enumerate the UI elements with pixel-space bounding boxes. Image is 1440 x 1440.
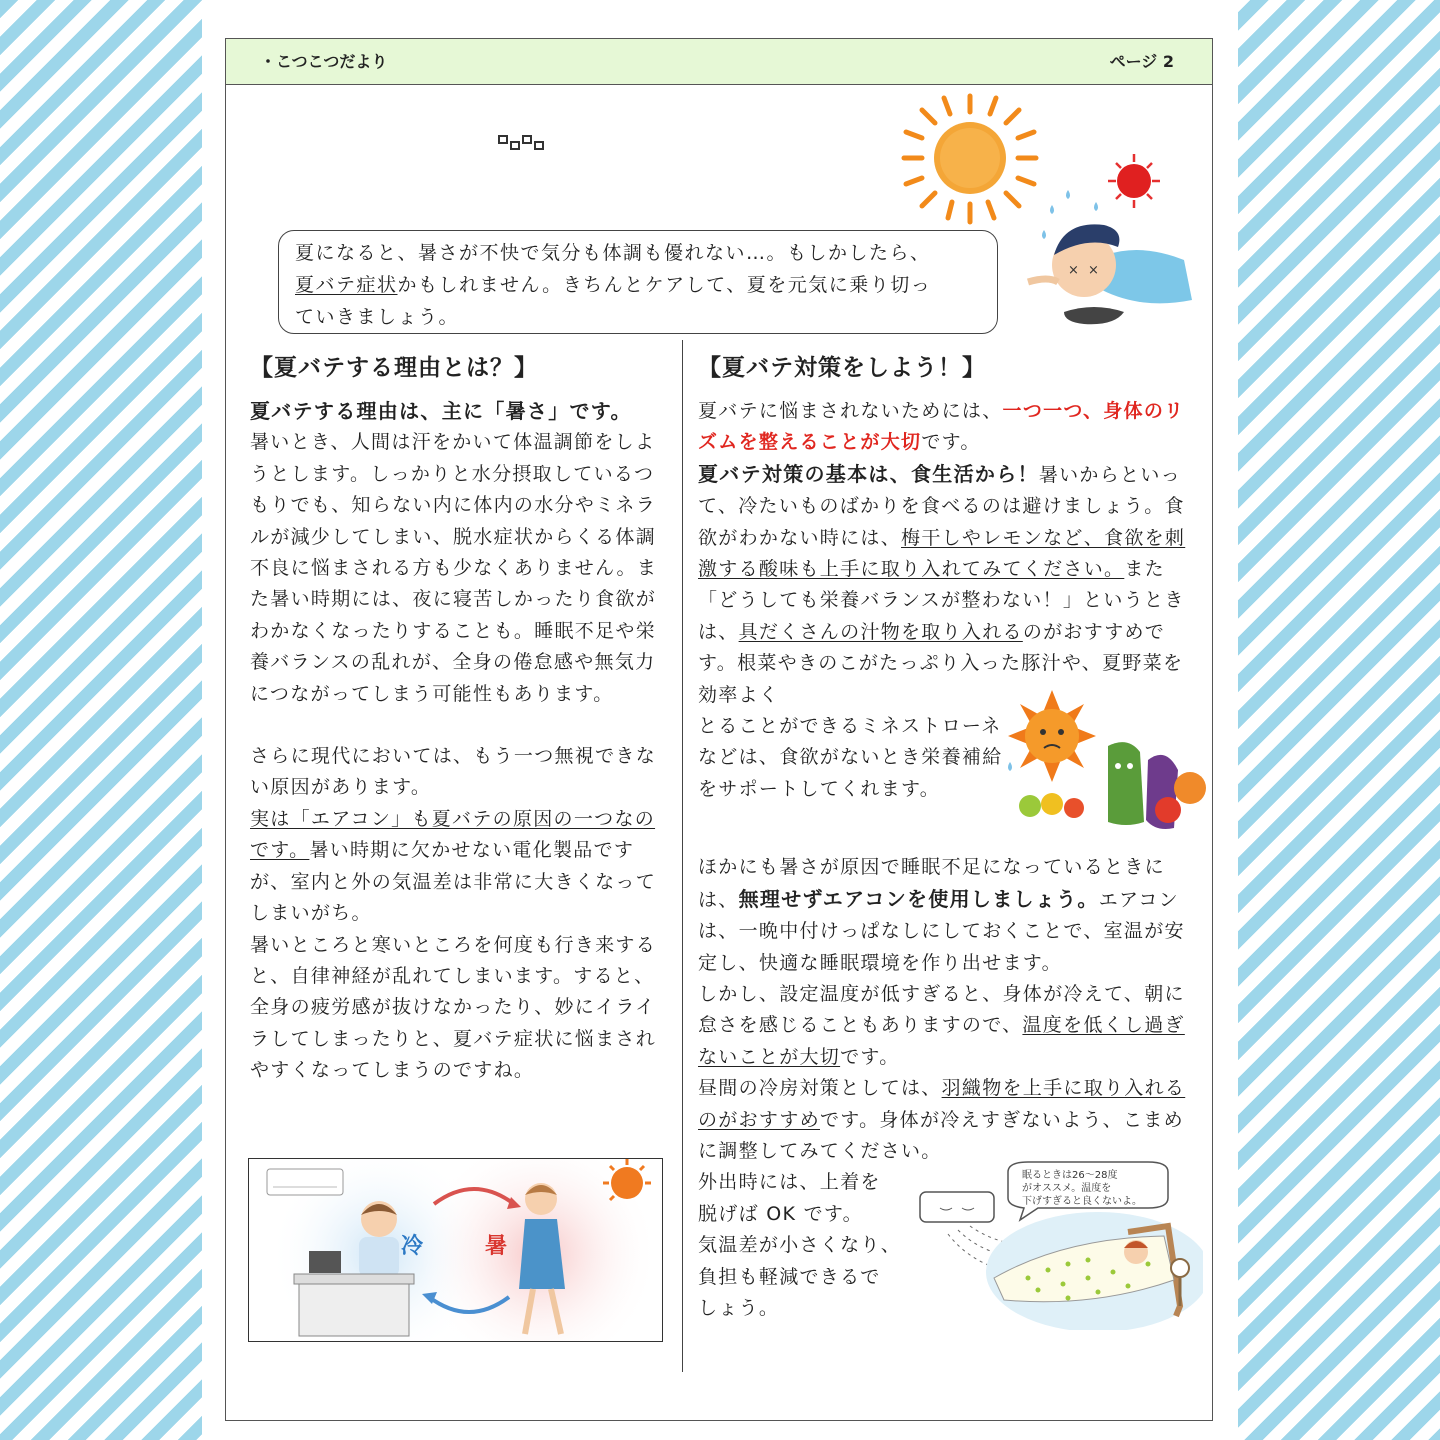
sleep-bubble-line-3: 下げすぎると良くないよ。 xyxy=(1022,1196,1142,1207)
page-number: ページ 2 xyxy=(1109,52,1174,71)
intro-line-2: かもしれません。きちんとケアして、夏を元気に乗り切っ xyxy=(397,274,932,296)
right-p2-text: 暑いからといって、冷たいものばかりを食べるのは避けましょう。食欲がわかない時には、 xyxy=(698,463,1185,549)
hot-label: 暑 xyxy=(485,1234,508,1259)
left-heading: 【夏バテする理由とは？】 xyxy=(250,355,538,381)
left-paragraph-3: 暑い時期に欠かせない電化製品ですが、室内と外の気温差は非常に大きくなってしまいがち。 xyxy=(250,839,657,925)
right-p2-underline-2: 具だくさんの汁物を取り入れる xyxy=(738,620,1023,643)
right-p3-text-2: エアコンは、一晩中付けっぱなしにしておくことで、室温が安定し、快適な睡眠環境を作り出せます。 xyxy=(698,888,1185,974)
right-p4-end: です。 xyxy=(840,1045,900,1068)
right-p2-text-4: とることができるミネストローネなどは、食欲がないとき栄養補給をサポートしてくれます。 xyxy=(698,715,1003,800)
newsletter-name: ・こつこつだより xyxy=(260,52,388,71)
left-paragraph-2: さらに現代においては、もう一つ無視できない原因があります。 xyxy=(250,745,657,799)
sun-illustration xyxy=(900,92,1040,227)
left-column xyxy=(250,348,664,1087)
left-paragraph-4: 暑いところと寒いところを何度も行き来すると、自律神経が乱れてしまいます。すると、全身の疲労感が抜けなかったり、妙にイライラしてしまったりと、夏バテ症状に悩まされやすくなってしまうのですね。 xyxy=(250,933,657,1082)
right-p6-line-4: 負担も軽減できるで xyxy=(698,1265,881,1288)
left-lead: 夏バテする理由は、主に「暑さ」です。 xyxy=(250,399,632,423)
intro-speech-bubble xyxy=(278,230,998,334)
intro-line-3: ていきましょう。 xyxy=(295,306,460,328)
right-p3-text: ほかにも暑さが原因で睡眠不足になっているときには、 xyxy=(698,856,1165,911)
intro-line-1: 夏になると、暑さが不快で気分も体調も優れない…。もしかしたら、 xyxy=(295,242,931,264)
right-p5-text: 昼間の冷房対策としては、 xyxy=(698,1077,942,1100)
right-p4-text: しかし、設定温度が低すぎると、身体が冷えて、朝に怠さを感じることもありますので、 xyxy=(698,982,1185,1037)
sleeping-aircon-illustration xyxy=(918,1160,1203,1330)
svg-text:×: × xyxy=(1068,263,1079,278)
sun-vegetables-illustration xyxy=(1008,686,1208,832)
cold-label: 冷 xyxy=(401,1234,424,1259)
svg-text:×: × xyxy=(1088,263,1099,278)
left-underlined-aircon: 実は「エアコン」も夏バテの原因の一つなのです。 xyxy=(250,807,656,862)
right-p2-bold: 夏バテ対策の基本は、食生活から！ xyxy=(698,461,1039,486)
right-p5-underline: 羽織物を上手に取り入れるのがおすすめ xyxy=(698,1077,1186,1131)
page-header xyxy=(226,39,1212,85)
placeholder-glyph-icon xyxy=(498,135,544,150)
right-p4-underline: 温度を低くし過ぎないことが大切 xyxy=(698,1014,1185,1068)
intro-underlined-term: 夏バテ症状 xyxy=(295,274,398,296)
right-heading: 【夏バテ対策をしよう！】 xyxy=(698,355,986,381)
left-paragraph-1: 暑いとき、人間は汗をかいて体温調節をしようとします。しっかりと水分摂取しているつもりでも、知らない内に体内の水分やミネラルが減少してしまい、脱水症状からくる体調不良に悩まされる方も少なくありません。また暑い時期には、夜に寝苦しかったり食欲がわかなくなったりすることも。睡眠不足や栄養バランスの乱れが、全身の倦怠感や無気力につながってしまう可能性もあります。 xyxy=(250,431,658,705)
sleep-bubble-line-2: がオススメ。温度を xyxy=(1022,1183,1112,1194)
right-p1-highlight: 一つ一つ、身体のリズムを整えることが大切 xyxy=(698,400,1185,454)
right-p2-text-3: のがおすすめです。根菜やきのこがたっぷり入った豚汁や、夏野菜を効率よく xyxy=(698,620,1184,706)
right-p6-line-1: 外出時には、上着を xyxy=(698,1171,881,1194)
cold-hot-illustration-drawing xyxy=(249,1159,662,1341)
sleep-bubble-line-1: 眠るときは26～28度 xyxy=(1022,1170,1118,1181)
right-p5-end: です。身体が冷えすぎないよう、こまめに調整してみてください。 xyxy=(698,1108,1184,1162)
right-p1-text: 夏バテに悩まされないためには、 xyxy=(698,400,1003,422)
right-p6-line-2: 脱げば OK です。 xyxy=(698,1202,863,1225)
column-divider xyxy=(682,340,683,1372)
right-p2-underline-1: 梅干しやレモンなど、食欲を刺激する酸味も上手に取り入れてみてください。 xyxy=(698,526,1186,581)
right-p2-text-2: また「どうしても栄養バランスが整わない！」というときは、 xyxy=(698,558,1185,643)
cold-hot-illustration xyxy=(248,1158,663,1342)
right-p6-line-3: 気温差が小さくなり、 xyxy=(698,1234,902,1257)
right-p6-line-5: しょう。 xyxy=(698,1296,780,1319)
exhausted-person-illustration xyxy=(1024,150,1199,330)
right-p3-bold: 無理せずエアコンを使用しましょう。 xyxy=(738,886,1099,911)
right-p1-end: です。 xyxy=(921,431,981,454)
